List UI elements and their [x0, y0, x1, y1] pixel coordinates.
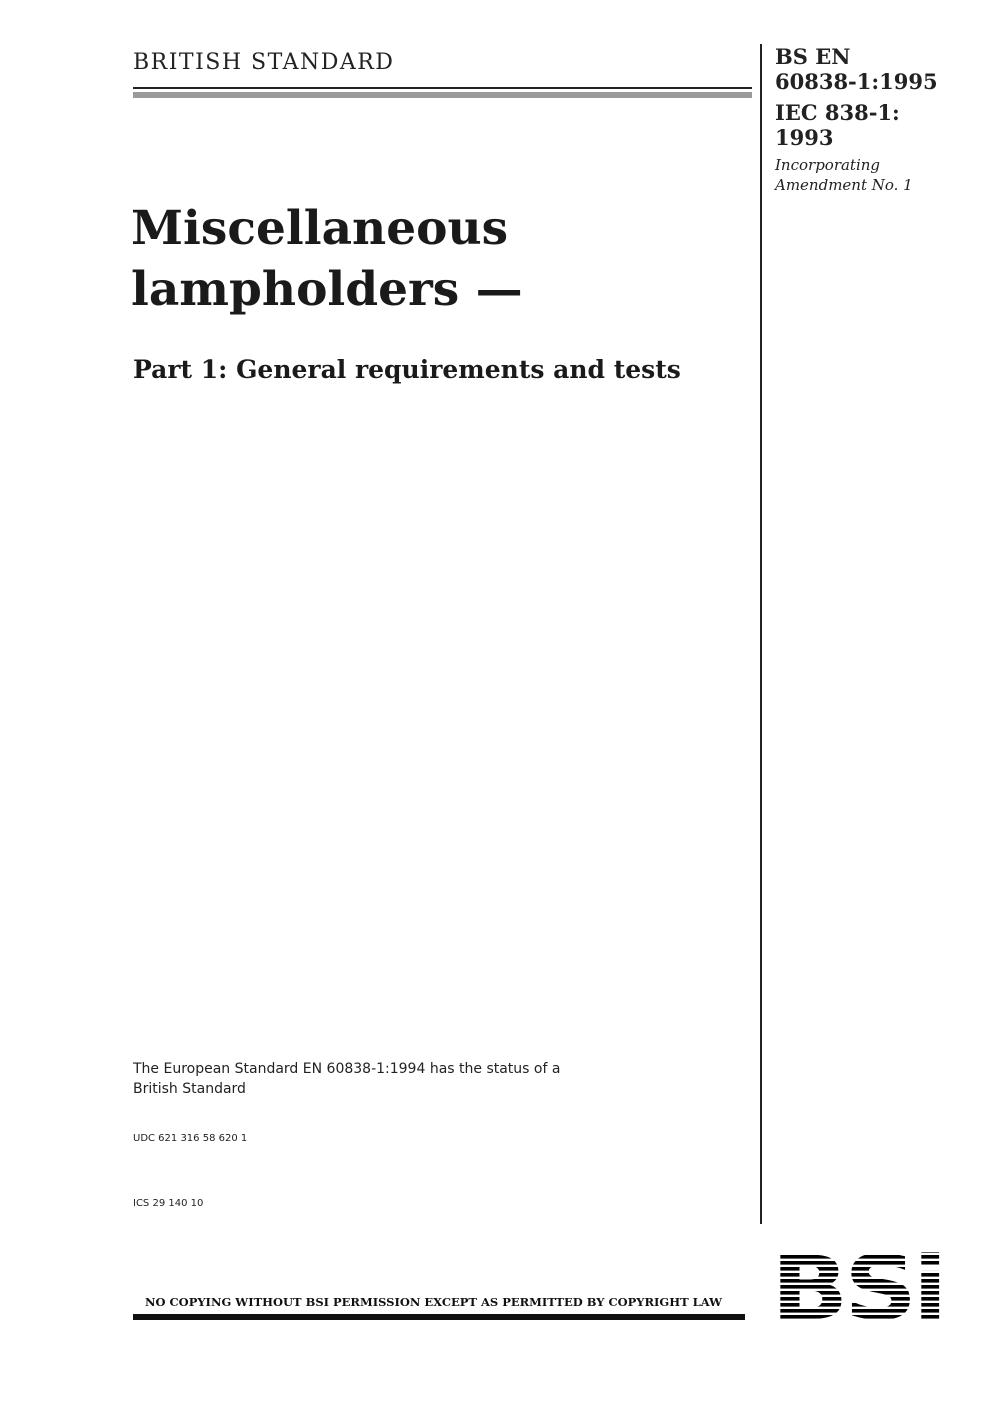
amendment-line-1: Incorporating	[775, 156, 881, 174]
status-statement	[133, 1059, 560, 1099]
header-label: BRITISH STANDARD	[133, 50, 395, 75]
status-line-2: British Standard	[133, 1081, 246, 1097]
identifier-line-3: IEC 838-1:	[775, 100, 900, 125]
header-rule-thick	[133, 92, 752, 98]
title-line-1: Miscellaneous	[131, 201, 509, 256]
identifier-line-2: 60838-1:1995	[775, 69, 938, 94]
footer-rule	[133, 1314, 745, 1320]
vertical-divider	[760, 44, 762, 1224]
bsi-logo	[769, 1243, 945, 1323]
udc-code: UDC 621 316 58 620 1	[133, 1133, 248, 1144]
document-subtitle: Part 1: General requirements and tests	[133, 355, 681, 384]
amendment-note	[775, 155, 913, 195]
identifier-line-4: 1993	[775, 125, 834, 150]
ics-code: ICS 29 140 10	[133, 1198, 204, 1209]
header-rule-thin	[133, 87, 752, 89]
title-line-2: lampholders —	[131, 262, 523, 317]
amendment-line-2: Amendment No. 1	[775, 176, 913, 194]
status-line-1: The European Standard EN 60838-1:1994 has the status of a	[133, 1061, 561, 1077]
document-title	[131, 198, 523, 320]
copyright-notice: NO COPYING WITHOUT BSI PERMISSION EXCEPT AS PERMITTED BY COPYRIGHT LAW	[145, 1295, 723, 1309]
identifier-line-1: BS EN	[775, 44, 851, 69]
